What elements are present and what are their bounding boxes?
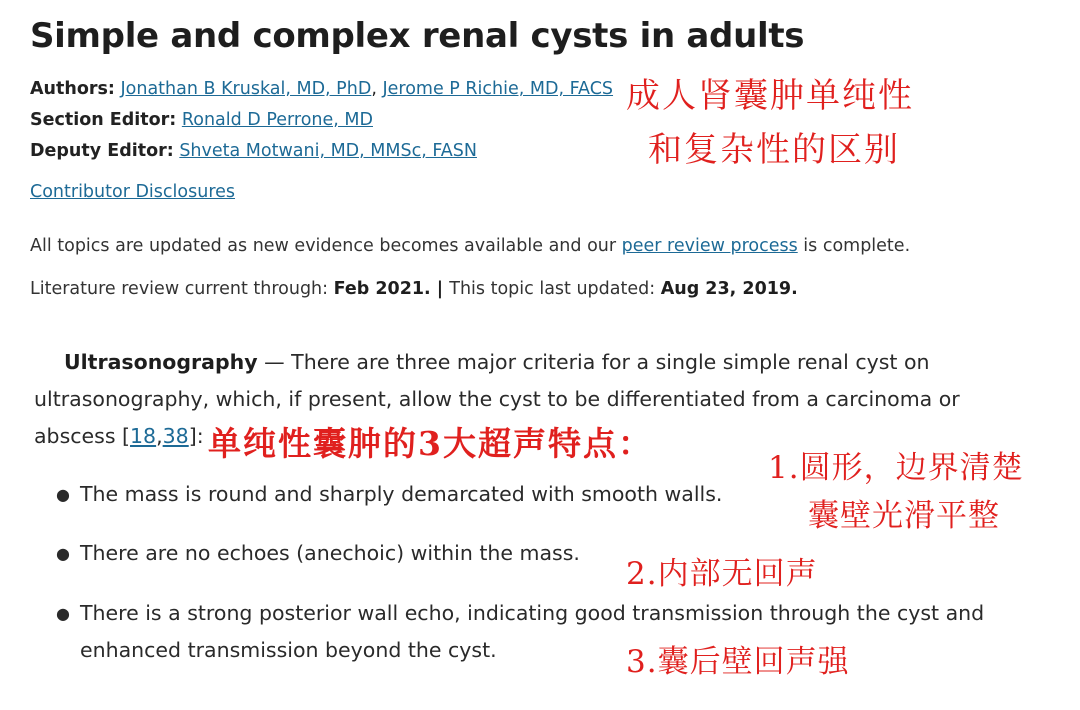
bullet-icon: ● <box>56 485 70 504</box>
annotation-point1-line1: 1.圆形，边界清楚 <box>768 450 1024 486</box>
author-link-richie[interactable]: Jerome P Richie, MD, FACS <box>382 79 614 99</box>
authors-separator: , <box>371 79 383 99</box>
criteria-list-item <box>56 535 1046 572</box>
intro-end: ]: <box>188 424 204 448</box>
section-editor-link[interactable]: Ronald D Perrone, MD <box>181 110 373 130</box>
reference-link-18[interactable]: 18 <box>130 424 157 448</box>
authors-row <box>30 79 613 99</box>
annotation-point1-line2: 囊壁光滑平整 <box>808 498 1000 534</box>
criteria-text: The mass is round and sharply demarcated with smooth walls. <box>80 482 723 506</box>
review-date: Feb 2021. <box>333 279 431 299</box>
contributor-disclosures-link[interactable]: Contributor Disclosures <box>30 182 236 202</box>
criteria-text: There is a strong posterior wall echo, indicating good transmission through the cyst and enhanced transmission beyond the cyst. <box>80 601 985 662</box>
reference-separator: , <box>156 424 163 448</box>
annotation-criteria-heading: 单纯性囊肿的3大超声特点： <box>208 424 653 463</box>
review-separator: | <box>430 279 450 299</box>
criteria-list-item <box>56 595 1046 669</box>
section-editor-row <box>30 110 373 130</box>
annotation-point3: 3.囊后壁回声强 <box>626 644 850 680</box>
review-label: Literature review current through: <box>30 279 334 299</box>
section-intro: — There are three major criteria for a single simple renal cyst on ultrasonography, which, if present, allow the cyst to be differentiated from a carcinoma or abscess [ <box>34 350 960 448</box>
article-title: Simple and complex renal cysts in adults <box>30 16 805 56</box>
authors-label: Authors: <box>30 79 115 99</box>
update-notice <box>30 236 910 256</box>
updated-date: Aug 23, 2019. <box>660 279 798 299</box>
bullet-icon: ● <box>56 544 70 563</box>
review-dates <box>30 279 798 299</box>
deputy-editor-link[interactable]: Shveta Motwani, MD, MMSc, FASN <box>179 141 477 161</box>
annotation-title-line1: 成人肾囊肿单纯性 <box>626 76 914 116</box>
peer-review-link[interactable]: peer review process <box>621 236 798 256</box>
updated-label: This topic last updated: <box>449 279 661 299</box>
annotation-point2: 2.内部无回声 <box>626 556 818 592</box>
criteria-text: There are no echoes (anechoic) within the mass. <box>80 541 580 565</box>
deputy-editor-label: Deputy Editor: <box>30 141 174 161</box>
author-link-kruskal[interactable]: Jonathan B Kruskal, MD, PhD <box>120 79 372 99</box>
deputy-editor-row <box>30 141 477 161</box>
bullet-icon: ● <box>56 604 70 623</box>
section-editor-label: Section Editor: <box>30 110 177 130</box>
annotation-title-line2: 和复杂性的区别 <box>648 130 900 170</box>
section-heading: Ultrasonography <box>64 350 258 374</box>
notice-text-end: is complete. <box>797 236 911 256</box>
notice-text-start: All topics are updated as new evidence becomes available and our <box>30 236 622 256</box>
reference-link-38[interactable]: 38 <box>162 424 189 448</box>
